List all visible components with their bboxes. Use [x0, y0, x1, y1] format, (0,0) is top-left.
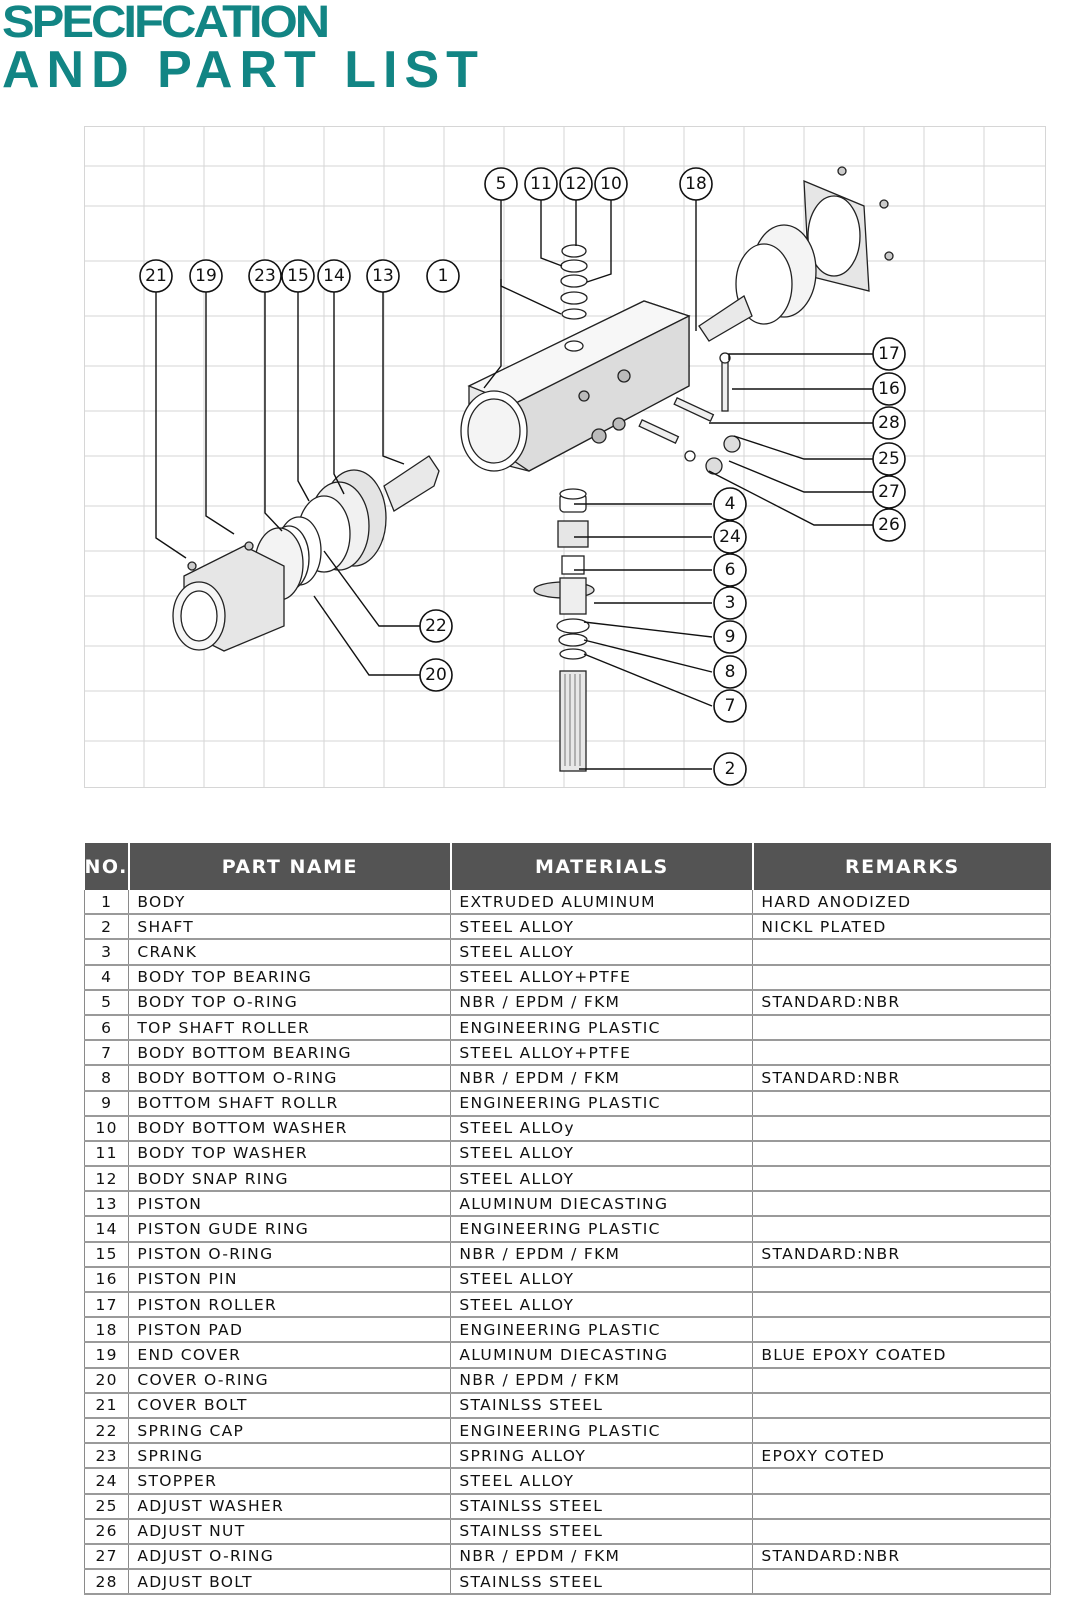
cell-no: 21	[85, 1393, 129, 1418]
callout-11	[525, 168, 557, 200]
cell-remarks	[753, 965, 1051, 990]
cell-part-name: ADJUST BOLT	[129, 1569, 451, 1594]
cell-no: 16	[85, 1267, 129, 1292]
part-list-table	[84, 843, 1051, 1595]
cell-no: 28	[85, 1569, 129, 1594]
cell-materials: ENGINEERING PLASTIC	[451, 1015, 753, 1040]
cell-part-name: BODY BOTTOM WASHER	[129, 1116, 451, 1141]
cell-remarks	[753, 1569, 1051, 1594]
svg-text:23: 23	[254, 266, 276, 286]
cell-part-name: BODY TOP BEARING	[129, 965, 451, 990]
callout-27	[873, 476, 905, 508]
table-row	[85, 1166, 1051, 1191]
callout-15	[282, 260, 314, 292]
cell-materials: SPRING ALLOY	[451, 1443, 753, 1468]
cell-part-name: END COVER	[129, 1342, 451, 1367]
cell-remarks: STANDARD:NBR	[753, 1242, 1051, 1267]
cell-no: 14	[85, 1216, 129, 1241]
cell-part-name: STOPPER	[129, 1468, 451, 1493]
svg-text:24: 24	[719, 527, 741, 547]
svg-text:18: 18	[685, 174, 707, 194]
callout-18	[680, 168, 712, 200]
cell-remarks	[753, 1317, 1051, 1342]
cell-no: 13	[85, 1191, 129, 1216]
cell-no: 19	[85, 1342, 129, 1367]
cell-materials: NBR / EPDM / FKM	[451, 1065, 753, 1090]
shaft-assembly	[534, 489, 594, 771]
table-row	[85, 890, 1051, 914]
callout-16	[873, 373, 905, 405]
table-row	[85, 1494, 1051, 1519]
table-header-row	[85, 843, 1051, 890]
cell-remarks	[753, 1015, 1051, 1040]
cell-remarks: BLUE EPOXY COATED	[753, 1342, 1051, 1367]
cell-no: 1	[85, 890, 129, 914]
table-row	[85, 1317, 1051, 1342]
cell-no: 25	[85, 1494, 129, 1519]
cell-part-name: COVER BOLT	[129, 1393, 451, 1418]
header-part-name: PART NAME	[129, 843, 451, 890]
top-washer-stack	[561, 245, 587, 319]
callout-9	[714, 621, 746, 653]
callout-26	[873, 509, 905, 541]
cell-materials: STEEL ALLOY+PTFE	[451, 965, 753, 990]
table-row	[85, 1216, 1051, 1241]
cell-no: 15	[85, 1242, 129, 1267]
part-list-body	[85, 890, 1051, 1594]
svg-text:19: 19	[195, 266, 217, 286]
left-end-cover	[173, 542, 284, 651]
cell-remarks	[753, 1091, 1051, 1116]
svg-text:20: 20	[425, 665, 447, 685]
cell-no: 27	[85, 1544, 129, 1569]
cell-remarks: STANDARD:NBR	[753, 990, 1051, 1015]
svg-text:15: 15	[287, 266, 309, 286]
cell-materials: STEEL ALLOY+PTFE	[451, 1040, 753, 1065]
table-row	[85, 1141, 1051, 1166]
cell-part-name: SPRING CAP	[129, 1418, 451, 1443]
table-row	[85, 1292, 1051, 1317]
cell-materials: EXTRUDED ALUMINUM	[451, 890, 753, 914]
svg-text:4: 4	[724, 494, 736, 514]
cell-remarks: NICKL PLATED	[753, 914, 1051, 939]
cell-no: 22	[85, 1418, 129, 1443]
table-row	[85, 1267, 1051, 1292]
cell-no: 11	[85, 1141, 129, 1166]
cell-materials: STAINLSS STEEL	[451, 1393, 753, 1418]
cell-remarks	[753, 1519, 1051, 1544]
svg-text:22: 22	[425, 616, 447, 636]
cell-materials: ENGINEERING PLASTIC	[451, 1091, 753, 1116]
table-row	[85, 1393, 1051, 1418]
cell-part-name: SPRING	[129, 1443, 451, 1468]
svg-text:3: 3	[724, 593, 736, 613]
table-row	[85, 1569, 1051, 1594]
table-row	[85, 1544, 1051, 1569]
cell-materials: ENGINEERING PLASTIC	[451, 1317, 753, 1342]
cell-no: 17	[85, 1292, 129, 1317]
cell-remarks	[753, 1191, 1051, 1216]
cell-part-name: TOP SHAFT ROLLER	[129, 1015, 451, 1040]
cell-materials: ALUMINUM DIECASTING	[451, 1342, 753, 1367]
cell-part-name: PISTON PIN	[129, 1267, 451, 1292]
svg-text:2: 2	[724, 759, 736, 779]
callout-13	[367, 260, 399, 292]
callout-12	[560, 168, 592, 200]
callout-6	[714, 554, 746, 586]
table-row	[85, 914, 1051, 939]
callout-4	[714, 488, 746, 520]
cell-no: 3	[85, 939, 129, 964]
cell-part-name: COVER O-RING	[129, 1368, 451, 1393]
table-row	[85, 1065, 1051, 1090]
svg-text:14: 14	[323, 266, 345, 286]
table-row	[85, 1443, 1051, 1468]
cell-materials: STEEL ALLOY	[451, 1166, 753, 1191]
table-row	[85, 1116, 1051, 1141]
svg-text:26: 26	[878, 515, 900, 535]
cell-materials: ALUMINUM DIECASTING	[451, 1191, 753, 1216]
cell-remarks	[753, 1468, 1051, 1493]
callout-28	[873, 407, 905, 439]
cell-part-name: PISTON ROLLER	[129, 1292, 451, 1317]
cell-no: 7	[85, 1040, 129, 1065]
cell-materials: NBR / EPDM / FKM	[451, 1242, 753, 1267]
table-row	[85, 965, 1051, 990]
cell-part-name: ADJUST WASHER	[129, 1494, 451, 1519]
callout-1	[427, 260, 459, 292]
cell-no: 5	[85, 990, 129, 1015]
cell-materials: STAINLSS STEEL	[451, 1519, 753, 1544]
svg-text:25: 25	[878, 449, 900, 469]
cell-no: 18	[85, 1317, 129, 1342]
cell-part-name: PISTON	[129, 1191, 451, 1216]
cell-no: 24	[85, 1468, 129, 1493]
table-row	[85, 1468, 1051, 1493]
cell-part-name: PISTON O-RING	[129, 1242, 451, 1267]
svg-text:21: 21	[145, 266, 167, 286]
table-row	[85, 1015, 1051, 1040]
table-row	[85, 1342, 1051, 1367]
cell-materials: STEEL ALLOY	[451, 1267, 753, 1292]
table-row	[85, 939, 1051, 964]
cell-no: 6	[85, 1015, 129, 1040]
cell-remarks	[753, 1267, 1051, 1292]
cell-remarks: EPOXY COTED	[753, 1443, 1051, 1468]
cell-remarks	[753, 1494, 1051, 1519]
table-row	[85, 1418, 1051, 1443]
exploded-view-diagram	[84, 126, 1046, 788]
callout-25	[873, 443, 905, 475]
cell-materials: STAINLSS STEEL	[451, 1569, 753, 1594]
svg-text:6: 6	[724, 560, 736, 580]
cell-materials: STAINLSS STEEL	[451, 1494, 753, 1519]
svg-text:12: 12	[565, 174, 587, 194]
svg-text:10: 10	[600, 174, 622, 194]
svg-text:17: 17	[878, 344, 900, 364]
cell-remarks	[753, 1141, 1051, 1166]
actuator-parts-drawing	[173, 167, 893, 771]
header-no: NO.	[85, 843, 129, 890]
table-row	[85, 1040, 1051, 1065]
callout-22	[420, 610, 452, 642]
cell-remarks	[753, 1116, 1051, 1141]
cell-no: 2	[85, 914, 129, 939]
cell-remarks	[753, 1166, 1051, 1191]
callout-2	[714, 753, 746, 785]
cell-no: 12	[85, 1166, 129, 1191]
cell-materials: STEEL ALLOY	[451, 1141, 753, 1166]
svg-text:5: 5	[495, 174, 507, 194]
cell-materials: STEEL ALLOY	[451, 1292, 753, 1317]
cell-materials: STEEL ALLOY	[451, 939, 753, 964]
cell-no: 4	[85, 965, 129, 990]
table-row	[85, 1191, 1051, 1216]
svg-text:9: 9	[724, 627, 736, 647]
header-materials: MATERIALS	[451, 843, 753, 890]
cell-no: 20	[85, 1368, 129, 1393]
callout-5	[485, 168, 517, 200]
cell-part-name: BODY TOP WASHER	[129, 1141, 451, 1166]
cell-materials: STEEL ALLOY	[451, 1468, 753, 1493]
svg-text:8: 8	[724, 662, 736, 682]
cell-materials: NBR / EPDM / FKM	[451, 1544, 753, 1569]
cell-no: 23	[85, 1443, 129, 1468]
callout-3	[714, 587, 746, 619]
header-remarks: REMARKS	[753, 843, 1051, 890]
callout-20	[420, 659, 452, 691]
cell-materials: NBR / EPDM / FKM	[451, 1368, 753, 1393]
cell-part-name: ADJUST O-RING	[129, 1544, 451, 1569]
callout-17	[873, 338, 905, 370]
cell-part-name: SHAFT	[129, 914, 451, 939]
cell-remarks: STANDARD:NBR	[753, 1065, 1051, 1090]
cell-part-name: BODY BOTTOM O-RING	[129, 1065, 451, 1090]
cell-materials: NBR / EPDM / FKM	[451, 990, 753, 1015]
svg-text:28: 28	[878, 413, 900, 433]
cell-remarks	[753, 1418, 1051, 1443]
cell-remarks: HARD ANODIZED	[753, 890, 1051, 914]
callout-10	[595, 168, 627, 200]
table-row	[85, 1519, 1051, 1544]
cell-remarks	[753, 1040, 1051, 1065]
cell-remarks	[753, 1216, 1051, 1241]
cell-no: 10	[85, 1116, 129, 1141]
cell-materials: ENGINEERING PLASTIC	[451, 1216, 753, 1241]
cell-part-name: BOTTOM SHAFT ROLLR	[129, 1091, 451, 1116]
callout-24	[714, 521, 746, 553]
svg-text:27: 27	[878, 482, 900, 502]
table-row	[85, 1368, 1051, 1393]
cell-part-name: CRANK	[129, 939, 451, 964]
callout-14	[318, 260, 350, 292]
cell-materials: STEEL ALLOY	[451, 914, 753, 939]
cell-materials: ENGINEERING PLASTIC	[451, 1418, 753, 1443]
cell-materials: STEEL ALLOy	[451, 1116, 753, 1141]
cell-remarks	[753, 1292, 1051, 1317]
cell-remarks: STANDARD:NBR	[753, 1544, 1051, 1569]
svg-text:1: 1	[437, 266, 449, 286]
cell-no: 9	[85, 1091, 129, 1116]
svg-text:16: 16	[878, 379, 900, 399]
cell-remarks	[753, 939, 1051, 964]
cell-part-name: PISTON PAD	[129, 1317, 451, 1342]
cell-part-name: BODY TOP O-RING	[129, 990, 451, 1015]
table-row	[85, 990, 1051, 1015]
cell-part-name: BODY	[129, 890, 451, 914]
callout-19	[190, 260, 222, 292]
cell-remarks	[753, 1368, 1051, 1393]
cell-part-name: BODY BOTTOM BEARING	[129, 1040, 451, 1065]
cell-part-name: ADJUST NUT	[129, 1519, 451, 1544]
callout-21	[140, 260, 172, 292]
page-title-line-1: SPECIFCATION	[2, 0, 328, 47]
cell-remarks	[753, 1393, 1051, 1418]
svg-text:11: 11	[530, 174, 552, 194]
table-row	[85, 1242, 1051, 1267]
callout-23	[249, 260, 281, 292]
page-title-line-2: AND PART LIST	[2, 41, 485, 99]
cell-no: 8	[85, 1065, 129, 1090]
body-part	[461, 301, 689, 471]
callout-8	[714, 656, 746, 688]
table-row	[85, 1091, 1051, 1116]
cell-no: 26	[85, 1519, 129, 1544]
cell-part-name: BODY SNAP RING	[129, 1166, 451, 1191]
cell-part-name: PISTON GUDE RING	[129, 1216, 451, 1241]
callout-7	[714, 690, 746, 722]
svg-text:7: 7	[724, 696, 736, 716]
svg-text:13: 13	[372, 266, 394, 286]
